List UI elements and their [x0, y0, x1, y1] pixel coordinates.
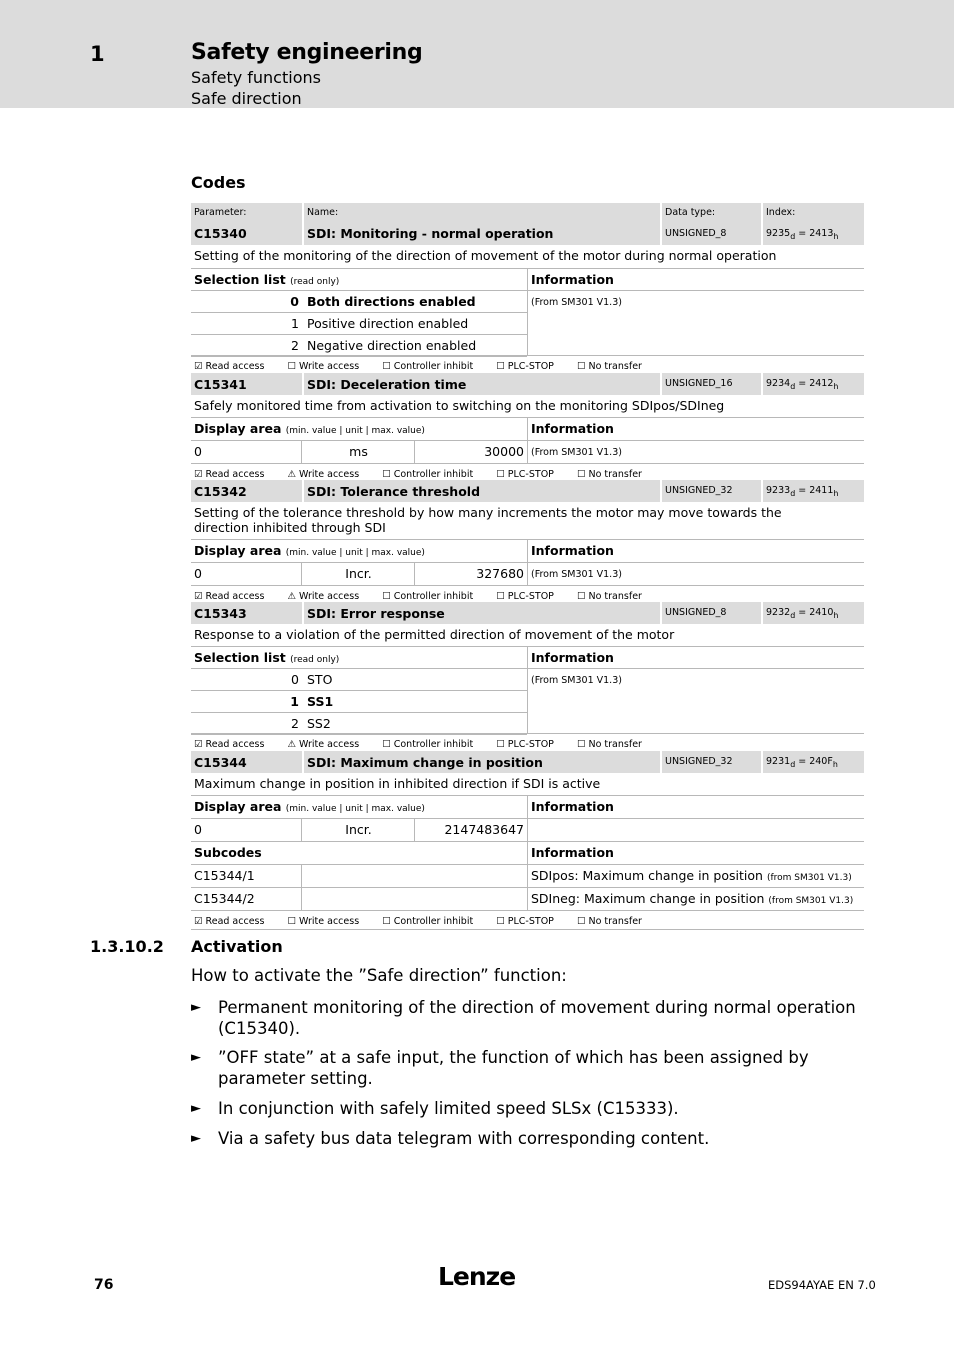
- list-item: [191, 1047, 861, 1089]
- unit-value: ms: [303, 441, 415, 463]
- param-code: C15342: [191, 480, 302, 502]
- param-data-type: UNSIGNED_16: [662, 373, 761, 395]
- unit-value: Incr.: [303, 563, 415, 585]
- display-area-label: Display area (min. value | unit | max. value): [194, 421, 425, 436]
- param-name: SDI: Monitoring - normal operation: [307, 226, 554, 241]
- subcode-row: [191, 888, 864, 911]
- information-label: Information: [527, 796, 864, 818]
- selection-options: [191, 669, 864, 733]
- list-item: [191, 1098, 861, 1119]
- param-name: SDI: Error response: [304, 602, 660, 624]
- info-from-sm301: (From SM301 V1.3): [531, 675, 622, 686]
- param-code: C15343: [191, 602, 302, 624]
- list-item: [191, 997, 861, 1039]
- subcodes-label: Subcodes: [194, 845, 262, 860]
- selection-list-label: Selection list (read only): [194, 650, 340, 665]
- codes-heading: Codes: [191, 173, 246, 192]
- no-transfer-flag: ☐ No transfer: [576, 916, 642, 927]
- subcode-info: SDIneg: Maximum change in position (from SM301 V1.3): [527, 888, 864, 910]
- information-label: Information: [527, 540, 864, 562]
- param-name: SDI: Maximum change in position: [304, 751, 660, 773]
- access-flags-row: [191, 355, 864, 374]
- option-row: [191, 291, 527, 313]
- param-header-row: [191, 373, 864, 395]
- param-description: Setting of the tolerance threshold by how many increments the motor may move towards the direction inhibited through SDI: [194, 505, 782, 535]
- chapter-header-band: [0, 0, 954, 108]
- param-description: Response to a violation of the permitted direction of movement of the motor: [194, 627, 675, 642]
- param-block-c15343: [191, 602, 864, 752]
- read-access-flag: ☑ Read access: [194, 739, 265, 750]
- param-description: Safely monitored time from activation to switching on the monitoring SDIpos/SDIneg: [194, 398, 725, 413]
- unit-value: Incr.: [303, 819, 415, 841]
- controller-inhibit-flag: ☐ Controller inhibit: [382, 469, 474, 480]
- option-row: [191, 335, 527, 357]
- information-label: Information: [527, 418, 864, 440]
- display-area-header-row: [191, 796, 864, 819]
- write-access-flag: ⚠ Write access: [287, 591, 360, 602]
- information-label: Information: [527, 647, 864, 668]
- information-label: Information: [527, 269, 864, 290]
- subsection-subtitle: Safe direction: [191, 89, 302, 108]
- param-index: $9234_d = 2412_h$: [763, 373, 864, 395]
- document-id: EDS94AYAE EN 7.0: [768, 1278, 876, 1292]
- data-type-label: Data type:: [665, 207, 716, 218]
- min-value: 0: [191, 563, 302, 585]
- min-value: 0: [191, 819, 302, 841]
- access-flags-row: [191, 911, 864, 930]
- param-data-type: UNSIGNED_32: [662, 751, 761, 773]
- selection-header-row: [191, 269, 864, 291]
- write-access-flag: ⚠ Write access: [287, 469, 360, 480]
- read-access-flag: ☑ Read access: [194, 916, 265, 927]
- param-description-row: [191, 395, 864, 418]
- selection-header-row: [191, 647, 864, 669]
- list-item: [191, 1128, 861, 1149]
- option-value: 0: [291, 672, 299, 687]
- bullet-arrow-icon: ►: [191, 1050, 201, 1065]
- param-description-row: [191, 502, 864, 540]
- option-row: [191, 669, 527, 691]
- param-data-type: UNSIGNED_8: [665, 228, 727, 239]
- chapter-number: 1: [90, 42, 105, 66]
- param-description-row: [191, 245, 864, 269]
- param-code: C15340: [194, 226, 247, 241]
- section-number: 1.3.10.2: [90, 937, 164, 956]
- list-item-text: In conjunction with safely limited speed SLSx (C15333).: [218, 1099, 679, 1118]
- plc-stop-flag: ☐ PLC-STOP: [496, 361, 554, 372]
- information-label: Information: [527, 842, 864, 864]
- display-area-header-row: [191, 418, 864, 441]
- option-label: Both directions enabled: [307, 294, 476, 309]
- section-intro: How to activate the ”Safe direction” function:: [191, 966, 567, 985]
- max-value: 327680: [476, 566, 524, 581]
- param-code: C15341: [191, 373, 302, 395]
- param-header-row: [191, 751, 864, 773]
- display-area-label: Display area (min. value | unit | max. value): [194, 799, 425, 814]
- write-access-flag: ⚠ Write access: [287, 739, 360, 750]
- controller-inhibit-flag: ☐ Controller inhibit: [382, 591, 474, 602]
- read-access-flag: ☑ Read access: [194, 469, 265, 480]
- selection-list-label: Selection list (read only): [194, 272, 340, 287]
- write-access-flag: ☐ Write access: [287, 916, 360, 927]
- list-item-text: Permanent monitoring of the direction of movement during normal operation (C15340).: [218, 998, 856, 1038]
- plc-stop-flag: ☐ PLC-STOP: [496, 916, 554, 927]
- no-transfer-flag: ☐ No transfer: [576, 591, 642, 602]
- param-name: SDI: Tolerance threshold: [304, 480, 660, 502]
- display-area-header-row: [191, 540, 864, 563]
- param-code: C15344: [191, 751, 302, 773]
- option-row: [191, 691, 527, 713]
- param-description-row: [191, 773, 864, 796]
- max-value: 30000: [484, 444, 524, 459]
- plc-stop-flag: ☐ PLC-STOP: [496, 469, 554, 480]
- read-access-flag: ☑ Read access: [194, 361, 265, 372]
- param-block-c15344: [191, 751, 864, 930]
- param-description: Setting of the monitoring of the direction of movement of the motor during normal operation: [194, 248, 777, 263]
- display-area-values-row: [191, 819, 864, 842]
- bullet-arrow-icon: ►: [191, 1101, 201, 1116]
- param-index: $9233_d = 2411_h$: [763, 480, 864, 502]
- no-transfer-flag: ☐ No transfer: [576, 739, 642, 750]
- list-item-text: ”OFF state” at a safe input, the function of which has been assigned by parameter setting.: [218, 1048, 809, 1088]
- option-label: Positive direction enabled: [307, 316, 469, 331]
- option-value: 1: [290, 694, 299, 709]
- option-value: 2: [291, 716, 299, 731]
- controller-inhibit-flag: ☐ Controller inhibit: [382, 739, 474, 750]
- param-name: SDI: Deceleration time: [304, 373, 660, 395]
- write-access-flag: ☐ Write access: [287, 361, 360, 372]
- option-label: STO: [307, 672, 333, 687]
- access-flags-row: [191, 733, 864, 752]
- min-value: 0: [191, 441, 302, 463]
- parameter-label: Parameter:: [194, 207, 247, 218]
- bullet-arrow-icon: ►: [191, 1131, 201, 1146]
- option-label: SS1: [307, 694, 334, 709]
- info-from-sm301: (From SM301 V1.3): [531, 297, 622, 308]
- bullet-arrow-icon: ►: [191, 1000, 201, 1015]
- param-index: $9232_d = 2410_h$: [763, 602, 864, 624]
- subcodes-header-row: [191, 842, 864, 865]
- param-index: $9231_d = 240F_h$: [763, 751, 864, 773]
- option-row: [191, 713, 527, 735]
- controller-inhibit-flag: ☐ Controller inhibit: [382, 916, 474, 927]
- max-value: 2147483647: [444, 822, 524, 837]
- chapter-title: Safety engineering: [191, 40, 423, 65]
- param-block-c15342: [191, 480, 864, 604]
- no-transfer-flag: ☐ No transfer: [576, 361, 642, 372]
- param-data-type: UNSIGNED_32: [662, 480, 761, 502]
- param-header-row: [191, 203, 864, 245]
- display-area-values-row: [191, 441, 864, 464]
- param-block-c15341: [191, 373, 864, 482]
- lenze-logo: Lenze: [438, 1262, 516, 1291]
- param-description-row: [191, 624, 864, 647]
- display-area-label: Display area (min. value | unit | max. value): [194, 543, 425, 558]
- option-value: 1: [291, 316, 299, 331]
- index-label: Index:: [766, 207, 796, 218]
- info-from-sm301: (From SM301 V1.3): [527, 441, 864, 463]
- name-label: Name:: [307, 207, 339, 218]
- option-value: 2: [291, 338, 299, 353]
- param-description: Maximum change in position in inhibited direction if SDI is active: [194, 776, 601, 791]
- info-from-sm301: (From SM301 V1.3): [527, 563, 864, 585]
- param-header-row: [191, 480, 864, 502]
- section-title: Activation: [191, 937, 283, 956]
- option-label: Negative direction enabled: [307, 338, 477, 353]
- option-value: 0: [290, 294, 299, 309]
- no-transfer-flag: ☐ No transfer: [576, 469, 642, 480]
- param-index: $9235_d = 2413_h$: [766, 228, 839, 241]
- list-item-text: Via a safety bus data telegram with corresponding content.: [218, 1129, 710, 1148]
- plc-stop-flag: ☐ PLC-STOP: [496, 591, 554, 602]
- read-access-flag: ☑ Read access: [194, 591, 265, 602]
- selection-options: [191, 291, 864, 355]
- subcode-code: C15344/2: [191, 888, 302, 910]
- param-header-row: [191, 602, 864, 624]
- plc-stop-flag: ☐ PLC-STOP: [496, 739, 554, 750]
- controller-inhibit-flag: ☐ Controller inhibit: [382, 361, 474, 372]
- param-data-type: UNSIGNED_8: [662, 602, 761, 624]
- subcode-code: C15344/1: [191, 865, 302, 887]
- section-subtitle: Safety functions: [191, 68, 321, 87]
- option-row: [191, 313, 527, 335]
- display-area-values-row: [191, 563, 864, 586]
- param-block-c15340: [191, 203, 864, 374]
- subcode-info: SDIpos: Maximum change in position (from SM301 V1.3): [527, 865, 864, 887]
- page-number: 76: [94, 1277, 114, 1293]
- subcode-row: [191, 865, 864, 888]
- option-label: SS2: [307, 716, 331, 731]
